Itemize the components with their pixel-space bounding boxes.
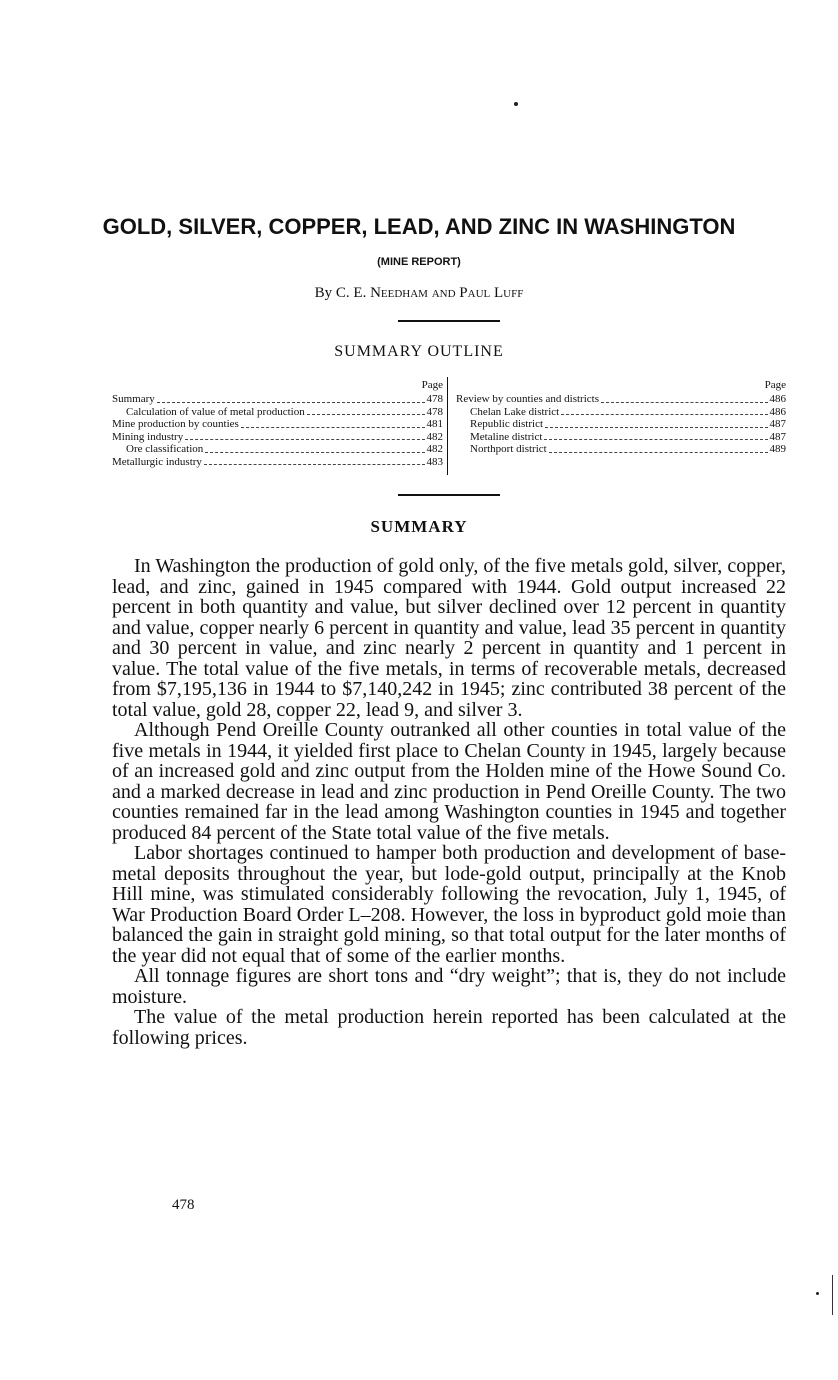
page-number: 478 — [172, 1197, 195, 1213]
divider-rule-middle — [398, 494, 500, 496]
toc-entry-review-by-counties[interactable]: Review by counties and districts 486 — [456, 393, 786, 405]
divider-rule-top — [398, 320, 500, 322]
outline-left-page-header: Page — [421, 379, 443, 391]
summary-paragraph-3: Labor shortages continued to hamper both production and development of base-metal deposits throughout the year, but lode-gold output, principally at the Knob Hill mine, was stimulated considerably following the revocation, July 1, 1945, of War Production Board Order L–208. However, the loss in byproduct gold moie than balanced the gain in straight gold mining, so that total output for the later months of the year did not equal that of some of the earlier months. — [112, 842, 786, 967]
summary-heading: SUMMARY — [370, 517, 468, 536]
summary-paragraph-1: In Washington the production of gold only, of the five metals gold, silver, copper, lead, and zinc, gained in 1945 compared with 1944. Gold output increased 22 percent in both quantity and value, but silver declined over 12 percent in quantity and value, copper nearly 6 percent in quantity and value, lead 35 percent in quantity and 30 percent in value, and zinc nearly 2 percent in quantity and 1 percent in value. The total value of the five metals, in terms of recoverable metals, decreased from $7,195,136 in 1944 to $7,140,242 in 1945; zinc contributed 38 percent of the total value, gold 28, copper 22, lead 9, and silver 3. — [112, 555, 786, 721]
document-subtitle: (MINE REPORT) — [377, 256, 461, 268]
outline-heading: SUMMARY OUTLINE — [334, 343, 504, 360]
toc-entry-ore-classification[interactable]: Ore classification 482 — [126, 443, 443, 455]
margin-mark — [832, 1275, 833, 1315]
summary-paragraph-4: All tonnage figures are short tons and “dry weight”; that is, they do not include moisture. — [112, 965, 786, 1008]
toc-entry-calculation[interactable]: Calculation of value of metal production 478 — [126, 405, 443, 418]
summary-body — [112, 556, 786, 1048]
toc-entry-mine-production[interactable]: Mine production by counties 481 — [112, 418, 443, 430]
byline-prefix: By — [314, 285, 333, 301]
byline — [0, 285, 838, 302]
toc-entry-summary[interactable]: Summary 478 — [112, 393, 443, 405]
summary-paragraph-2: Although Pend Oreille County outranked all other counties in total value of the five metals in 1944, it yielded first place to Chelan County in 1945, largely because of an increased gold and zinc output from the Holden mine of the Howe Sound Co. and a marked decrease in lead and zinc production in Pend Oreille County. The two counties remained far in the lead among Washington counties in 1945 and together produced 84 percent of the State total value of the five metals. — [112, 719, 786, 844]
summary-paragraph-5: The value of the metal production herein reported has been calculated at the following prices. — [112, 1006, 786, 1049]
speck-top — [514, 102, 518, 106]
toc-entry-metallurgic-industry[interactable]: Metallurgic industry 483 — [112, 455, 443, 468]
outline-right-page-header: Page — [764, 379, 786, 391]
toc-entry-northport[interactable]: Northport district 489 — [470, 443, 786, 455]
byline-authors: C. E. Needham and Paul Luff — [335, 285, 524, 301]
toc-entry-mining-industry[interactable]: Mining industry 482 — [112, 430, 443, 443]
document-title: GOLD, SILVER, COPPER, LEAD, AND ZINC IN WASHINGTON — [102, 214, 736, 239]
outline-column-divider — [447, 377, 448, 475]
toc-entry-republic[interactable]: Republic district 487 — [470, 418, 786, 430]
toc-entry-chelan-lake[interactable]: Chelan Lake district 486 — [470, 405, 786, 418]
speck-bottom-right — [816, 1292, 819, 1295]
outline-right-column — [456, 379, 786, 456]
outline-left-column — [112, 379, 443, 468]
toc-entry-metaline[interactable]: Metaline district 487 — [470, 430, 786, 443]
